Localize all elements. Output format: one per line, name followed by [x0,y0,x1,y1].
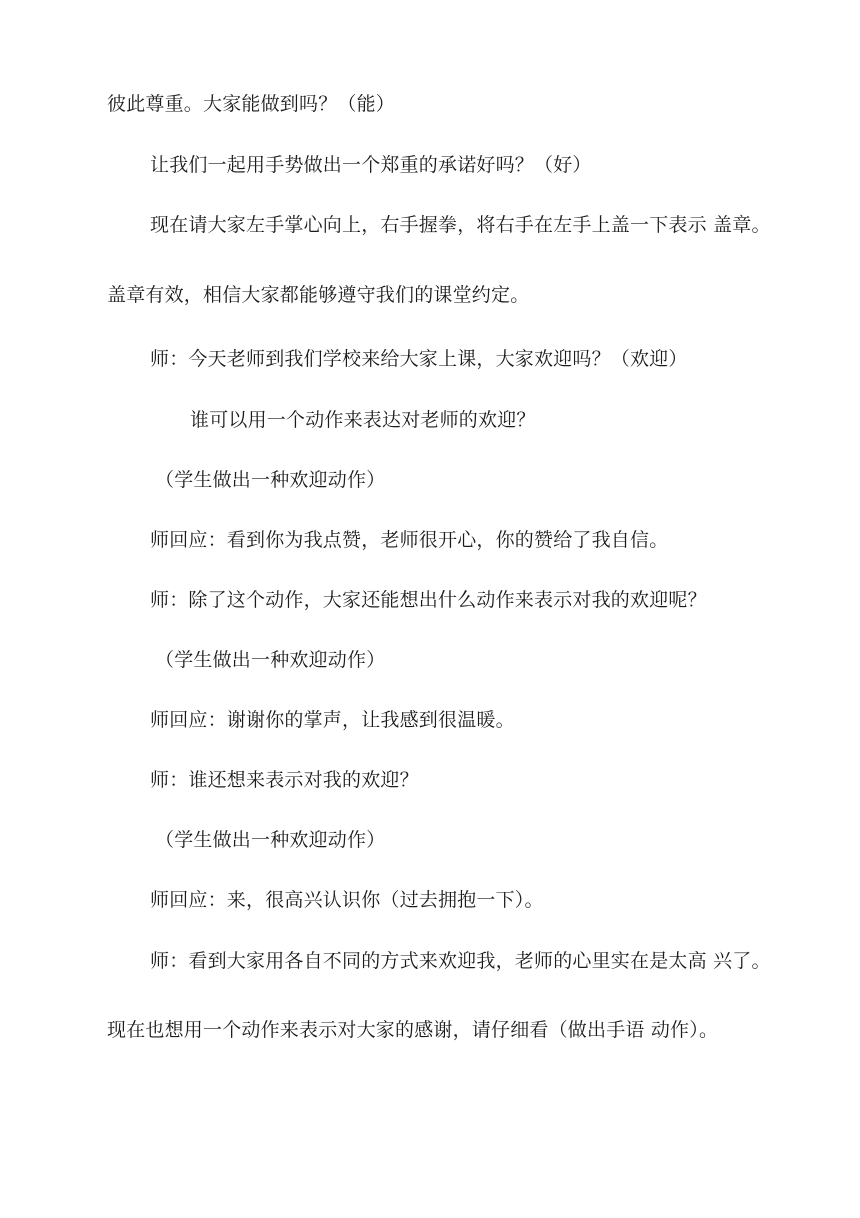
paragraph-5: 师：今天老师到我们学校来给大家上课，大家欢迎吗？（欢迎） [150,348,688,370]
paragraph-14: 师回应：来，很高兴认识你（过去拥抱一下）。 [150,889,544,911]
paragraph-16: 现在也想用一个动作来表示对大家的感谢，请仔细看（做出手语 动作）。 [107,1019,719,1041]
paragraph-13: （学生做出一种欢迎动作） [155,829,386,851]
paragraph-15: 师：看到大家用各自不同的方式来欢迎我，老师的心里实在是太高 兴了。 [150,950,771,972]
paragraph-2: 让我们一起用手势做出一个郑重的承诺好吗？（好） [150,154,592,176]
paragraph-11: 师回应：谢谢你的掌声，让我感到很温暖。 [150,709,515,731]
paragraph-3: 现在请大家左手掌心向上，右手握拳，将右手在左手上盖一下表示 盖章。 [150,214,771,236]
paragraph-8: 师回应：看到你为我点赞，老师很开心，你的赞给了我自信。 [150,529,669,551]
paragraph-7: （学生做出一种欢迎动作） [155,469,386,491]
paragraph-1: 彼此尊重。大家能做到吗？（能） [107,93,396,115]
paragraph-4: 盖章有效，相信大家都能够遵守我们的课堂约定。 [107,284,530,306]
paragraph-12: 师：谁还想来表示对我的欢迎？ [150,769,419,791]
paragraph-10: （学生做出一种欢迎动作） [155,649,386,671]
paragraph-9: 师：除了这个动作，大家还能想出什么动作来表示对我的欢迎呢？ [150,589,707,611]
paragraph-6: 谁可以用一个动作来表达对老师的欢迎？ [190,409,536,431]
